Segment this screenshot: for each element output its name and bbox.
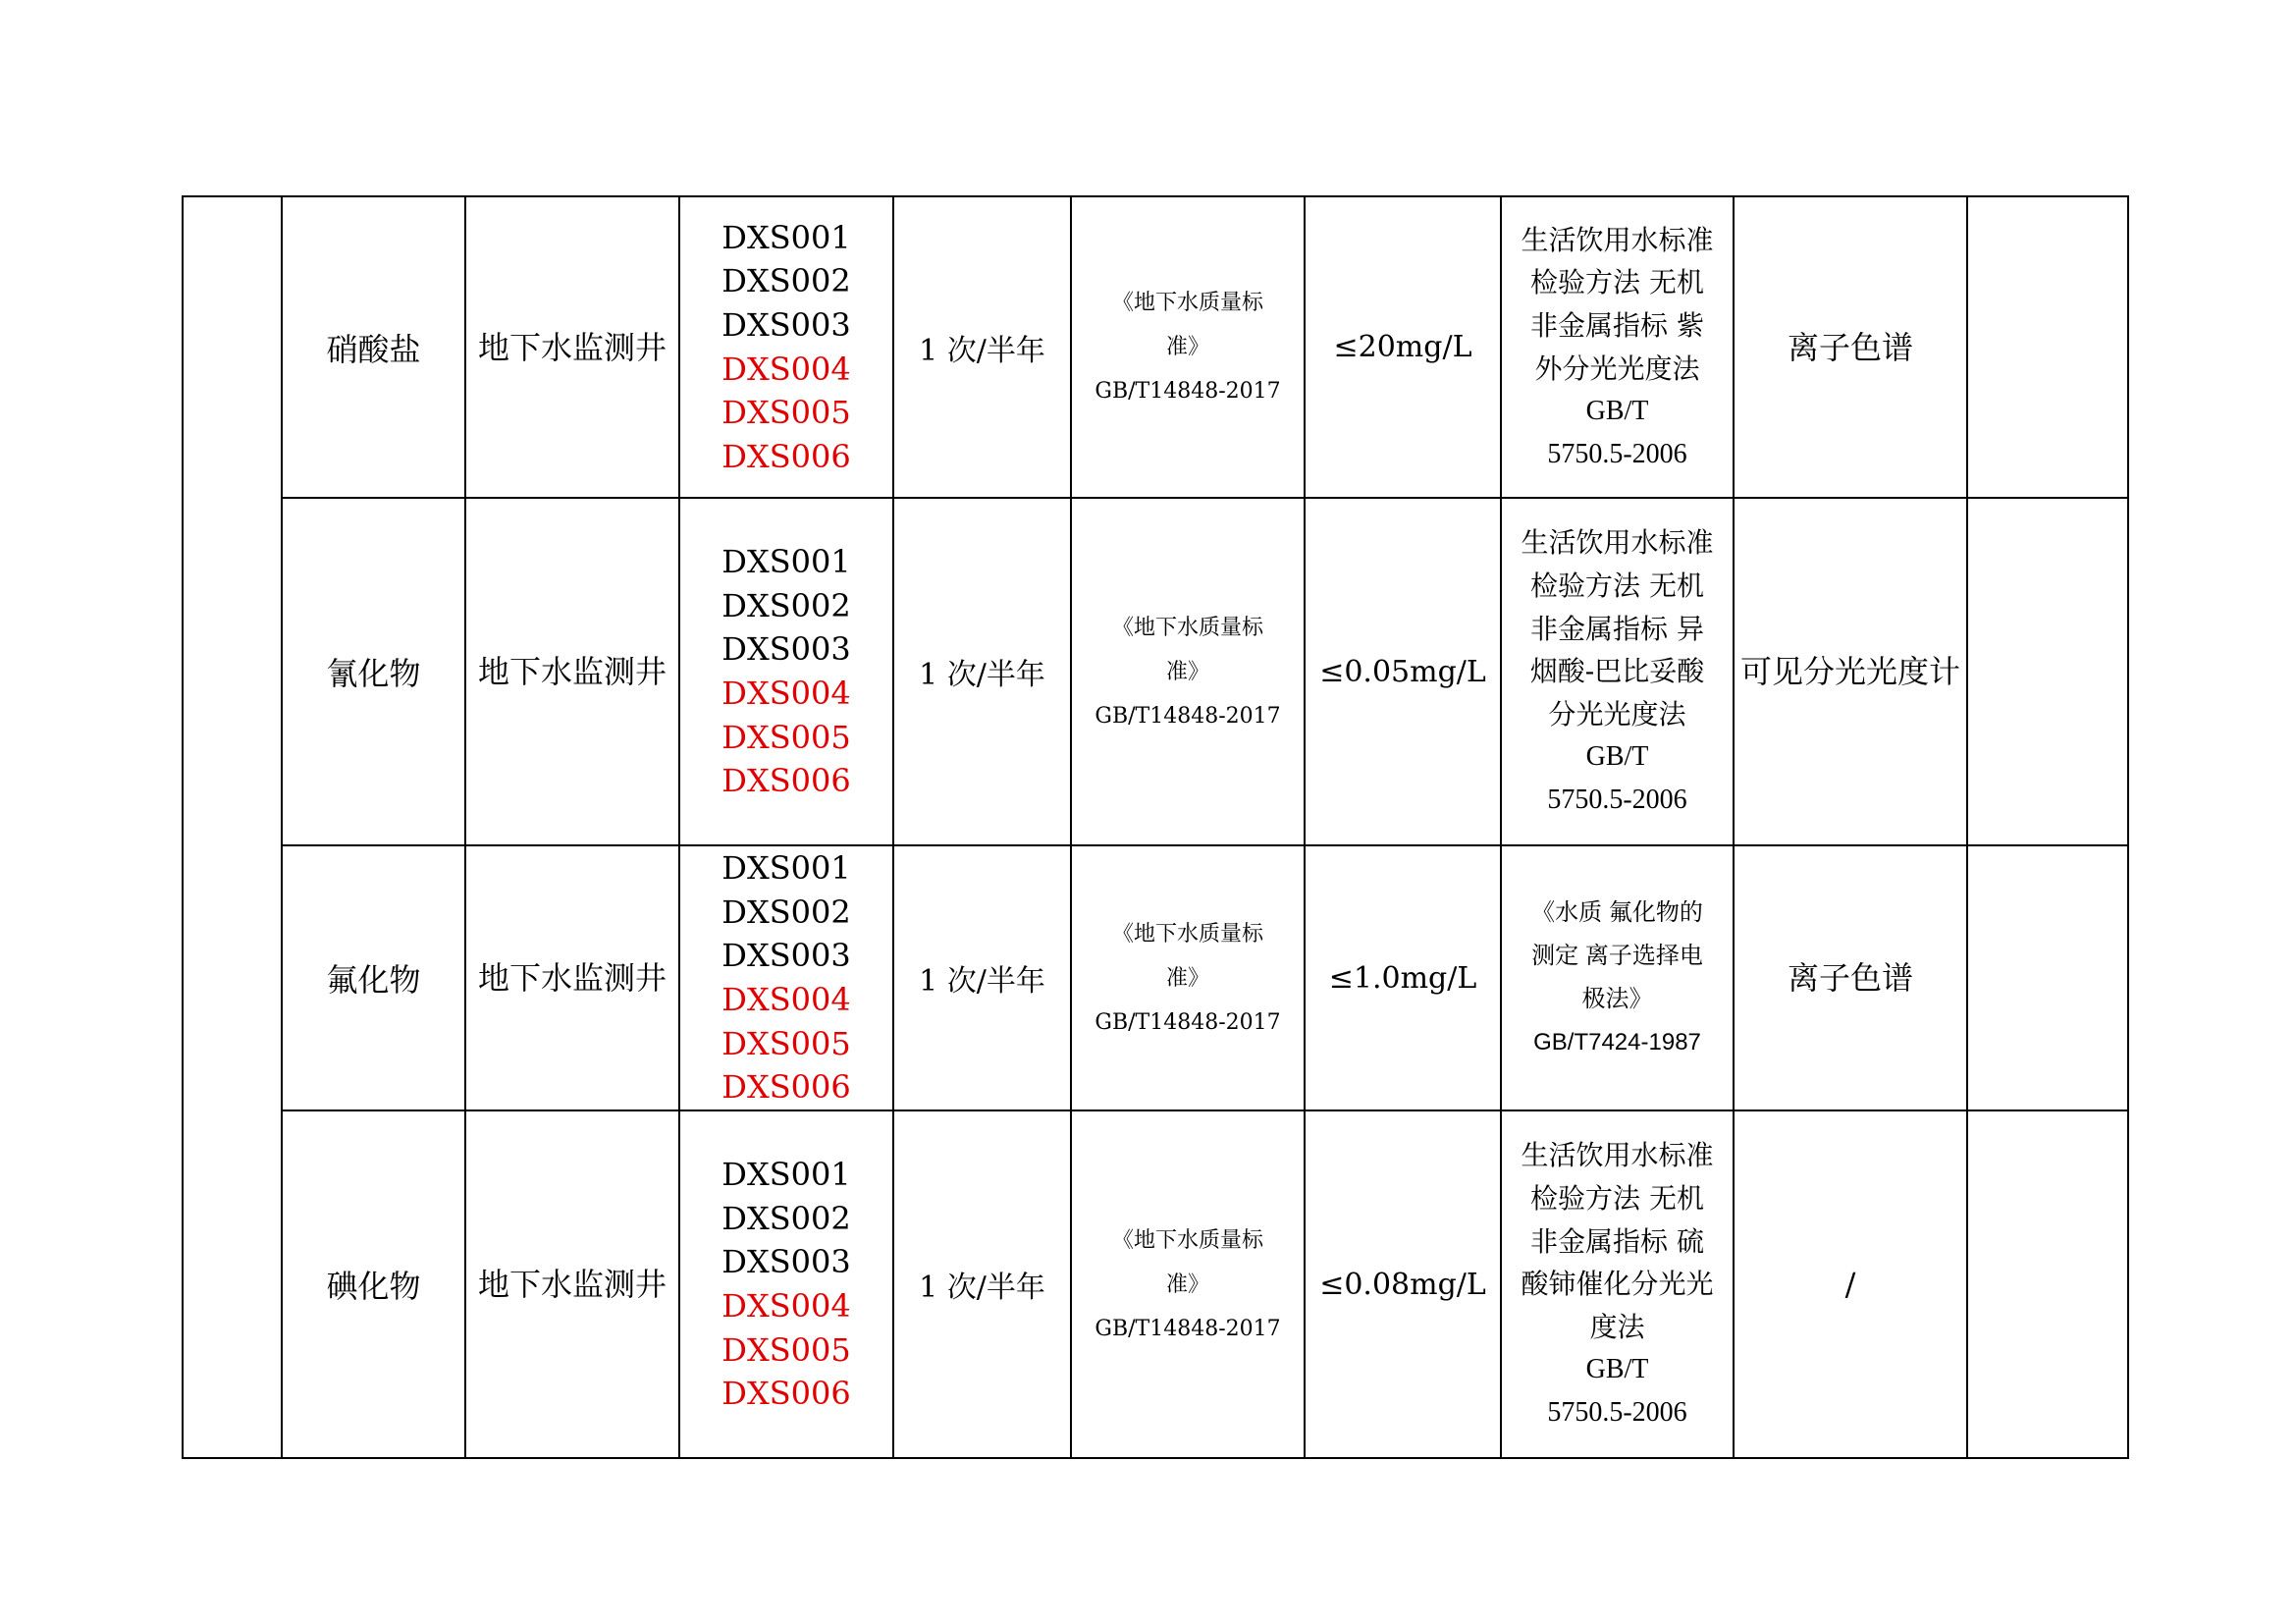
category-cell <box>183 196 282 1458</box>
standard-cell <box>1071 1110 1305 1458</box>
frequency-cell: 1 次/半年 <box>893 1110 1071 1458</box>
point-code: DXS001 <box>721 218 851 256</box>
point-code-new: DXS004 <box>721 981 851 1018</box>
method-line: 烟酸-巴比妥酸 <box>1529 655 1705 688</box>
remark-cell <box>1967 1110 2128 1458</box>
limit-cell: ≤0.08mg/L <box>1305 1110 1501 1458</box>
table-row <box>183 196 2128 498</box>
standard-line: 准》 <box>1165 335 1209 359</box>
method-line: 检验方法 无机 <box>1530 1182 1704 1216</box>
location-cell: 地下水监测井 <box>465 498 679 845</box>
location-cell: 地下水监测井 <box>465 845 679 1110</box>
table-row <box>183 1110 2128 1458</box>
method-line: 5750.5-2006 <box>1547 438 1687 469</box>
points-cell <box>679 196 893 498</box>
method-line: 生活饮用水标准 <box>1521 1139 1714 1172</box>
point-code-new: DXS006 <box>721 762 851 800</box>
points-cell <box>679 845 893 1110</box>
method-line: 测定 离子选择电 <box>1531 943 1703 969</box>
item-cell: 氟化物 <box>282 845 465 1110</box>
limit-cell: ≤20mg/L <box>1305 196 1501 498</box>
remark-cell <box>1967 196 2128 498</box>
standard-line: 准》 <box>1165 659 1209 684</box>
method-cell <box>1501 1110 1734 1458</box>
standard-line: GB/T14848-2017 <box>1095 1316 1281 1341</box>
point-code-new: DXS004 <box>721 1287 851 1325</box>
instrument-cell: 离子色谱 <box>1734 845 1967 1110</box>
standard-line: GB/T14848-2017 <box>1095 1009 1281 1035</box>
frequency-cell: 1 次/半年 <box>893 845 1071 1110</box>
limit-cell: ≤0.05mg/L <box>1305 498 1501 845</box>
method-line: 酸铈催化分光光 <box>1521 1268 1714 1301</box>
point-code: DXS001 <box>721 1156 851 1194</box>
instrument-cell: 可见分光光度计 <box>1734 498 1967 845</box>
standard-line: GB/T14848-2017 <box>1095 703 1281 729</box>
limit-cell: ≤1.0mg/L <box>1305 845 1501 1110</box>
frequency-cell: 1 次/半年 <box>893 498 1071 845</box>
method-line: 《水质 氟化物的 <box>1531 899 1703 926</box>
method-line: 生活饮用水标准 <box>1521 223 1714 256</box>
item-cell: 硝酸盐 <box>282 196 465 498</box>
standard-cell <box>1071 498 1305 845</box>
standard-cell <box>1071 196 1305 498</box>
standard-cell <box>1071 845 1305 1110</box>
point-code: DXS003 <box>721 630 851 669</box>
method-line: 生活饮用水标准 <box>1521 526 1714 560</box>
points-cell <box>679 498 893 845</box>
point-code-new: DXS006 <box>721 1375 851 1413</box>
location-cell: 地下水监测井 <box>465 1110 679 1458</box>
method-line: 检验方法 无机 <box>1530 266 1704 299</box>
method-line: GB/T <box>1585 1354 1649 1385</box>
point-code: DXS001 <box>721 543 851 581</box>
method-cell <box>1501 196 1734 498</box>
method-line: 非金属指标 异 <box>1530 612 1704 645</box>
method-line: GB/T <box>1585 741 1649 773</box>
point-code: DXS001 <box>721 849 851 888</box>
item-cell: 碘化物 <box>282 1110 465 1458</box>
method-line: GB/T <box>1585 396 1649 427</box>
standard-line: 《地下水质量标 <box>1111 615 1263 640</box>
remark-cell <box>1967 498 2128 845</box>
standard-line: 准》 <box>1165 1272 1209 1297</box>
standard-line: 准》 <box>1165 965 1209 991</box>
table-row <box>183 498 2128 845</box>
point-code: DXS003 <box>721 1243 851 1281</box>
standard-line: GB/T14848-2017 <box>1095 379 1281 404</box>
point-code-new: DXS004 <box>721 350 851 388</box>
point-code: DXS002 <box>721 893 851 931</box>
method-line: 5750.5-2006 <box>1547 1396 1687 1428</box>
points-cell <box>679 1110 893 1458</box>
remark-cell <box>1967 845 2128 1110</box>
monitoring-table <box>182 195 2129 1459</box>
frequency-cell: 1 次/半年 <box>893 196 1071 498</box>
method-line: GB/T7424-1987 <box>1533 1029 1701 1056</box>
standard-line: 《地下水质量标 <box>1111 1227 1263 1253</box>
point-code-new: DXS005 <box>721 1024 851 1062</box>
method-line: 极法》 <box>1581 986 1653 1012</box>
method-cell <box>1501 845 1734 1110</box>
point-code: DXS003 <box>721 937 851 975</box>
point-code-new: DXS006 <box>721 437 851 475</box>
standard-line: 《地下水质量标 <box>1111 291 1263 315</box>
table-row <box>183 845 2128 1110</box>
method-line: 外分光光度法 <box>1534 352 1700 385</box>
method-line: 度法 <box>1589 1310 1645 1343</box>
point-code: DXS002 <box>721 262 851 300</box>
location-cell: 地下水监测井 <box>465 196 679 498</box>
method-line: 5750.5-2006 <box>1547 784 1687 815</box>
point-code-new: DXS005 <box>721 394 851 432</box>
standard-line: 《地下水质量标 <box>1111 921 1263 947</box>
point-code-new: DXS006 <box>721 1068 851 1107</box>
method-line: 检验方法 无机 <box>1530 569 1704 603</box>
point-code: DXS003 <box>721 305 851 344</box>
instrument-cell: 离子色谱 <box>1734 196 1967 498</box>
instrument-cell: / <box>1734 1110 1967 1458</box>
method-cell <box>1501 498 1734 845</box>
point-code-new: DXS005 <box>721 718 851 756</box>
point-code-new: DXS004 <box>721 675 851 712</box>
method-line: 分光光度法 <box>1548 697 1686 731</box>
method-line: 非金属指标 硫 <box>1530 1224 1704 1258</box>
point-code: DXS002 <box>721 1199 851 1237</box>
point-code: DXS002 <box>721 586 851 624</box>
item-cell: 氰化物 <box>282 498 465 845</box>
point-code-new: DXS005 <box>721 1330 851 1369</box>
method-line: 非金属指标 紫 <box>1530 308 1704 342</box>
